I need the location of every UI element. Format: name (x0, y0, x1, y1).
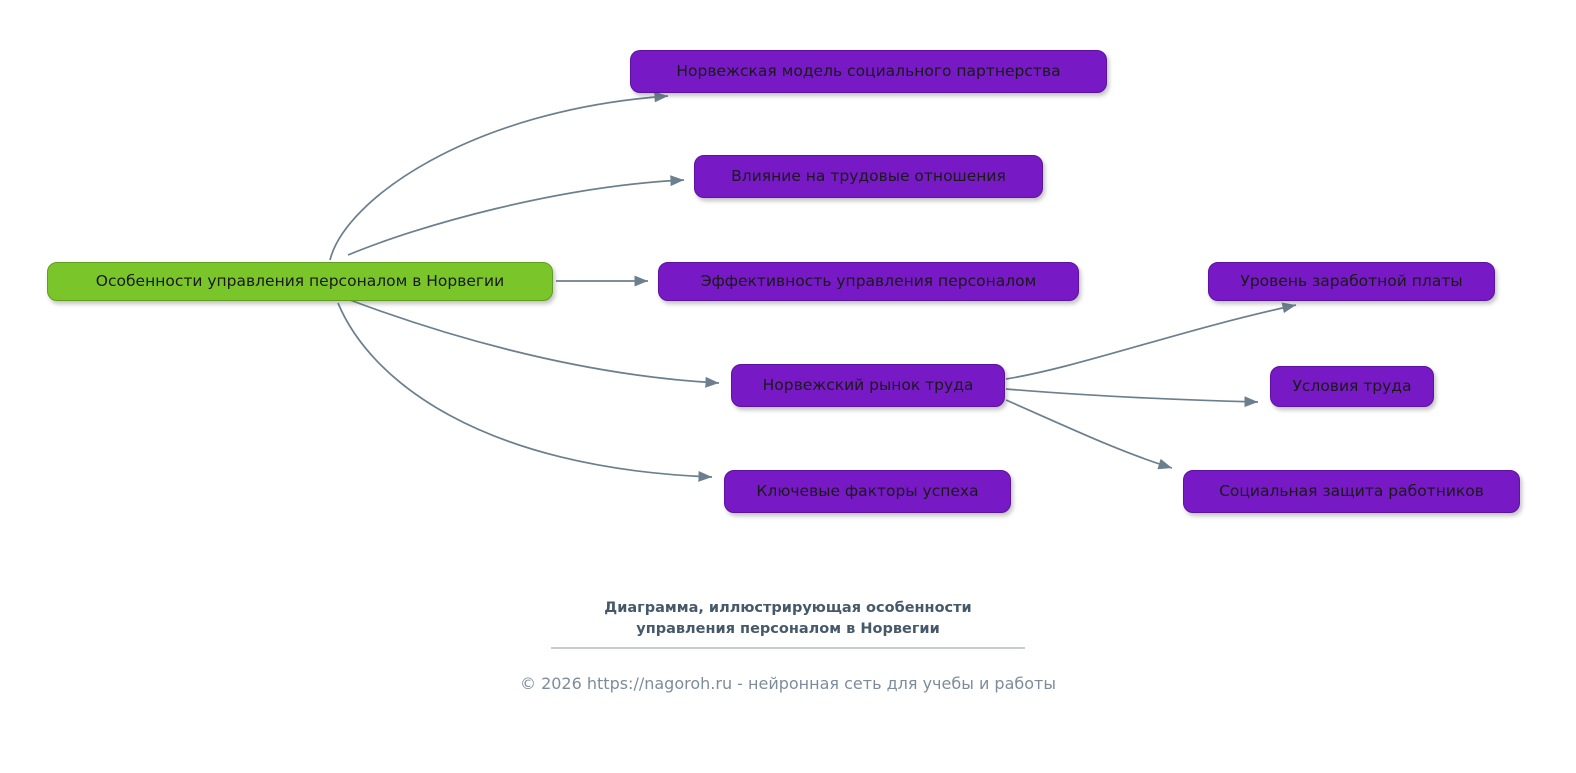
footer-text: © 2026 https://nagoroh.ru - нейронная сеть для учебы и работы (519, 674, 1056, 693)
diagram-node-norwegian-social-partnership-model[interactable] (630, 50, 1107, 93)
edge-root-to-n5 (338, 303, 712, 477)
caption-line-1: Диаграмма, иллюстрирующая особенности (604, 600, 972, 616)
node-label: Норвежская модель социального партнерства (676, 61, 1061, 80)
diagram-node-key-success-factors[interactable] (724, 470, 1011, 513)
edge-root-to-n2 (348, 180, 684, 255)
node-label: Социальная защита работников (1219, 481, 1484, 500)
edge-n4-to-n6 (1006, 305, 1296, 379)
node-label: Уровень заработной платы (1240, 271, 1463, 290)
node-label: Норвежский рынок труда (762, 375, 974, 394)
node-label: Ключевые факторы успеха (756, 481, 979, 500)
node-label: Влияние на трудовые отношения (731, 166, 1006, 185)
diagram-node-root[interactable] (47, 262, 553, 301)
edge-n4-to-n7 (1006, 389, 1258, 402)
node-label: Эффективность управления персоналом (700, 271, 1037, 290)
edge-root-to-n1 (330, 96, 668, 260)
diagram-node-norwegian-labor-market[interactable] (731, 364, 1005, 407)
footer-credit (0, 674, 1576, 693)
diagram-node-impact-on-labor-relations[interactable] (694, 155, 1043, 198)
diagram-node-social-protection-of-workers[interactable] (1183, 470, 1520, 513)
diagram-caption (0, 598, 1576, 640)
node-label: Особенности управления персоналом в Норвегии (95, 271, 505, 290)
diagram-node-working-conditions[interactable] (1270, 366, 1434, 407)
diagram-node-wage-level[interactable] (1208, 262, 1495, 301)
node-label: Условия труда (1292, 376, 1412, 395)
caption-line-2: управления персоналом в Норвегии (636, 621, 940, 638)
edge-root-to-n4 (350, 300, 719, 383)
edge-n4-to-n8 (1006, 400, 1172, 468)
diagram-node-hr-management-effectiveness[interactable] (658, 262, 1079, 301)
